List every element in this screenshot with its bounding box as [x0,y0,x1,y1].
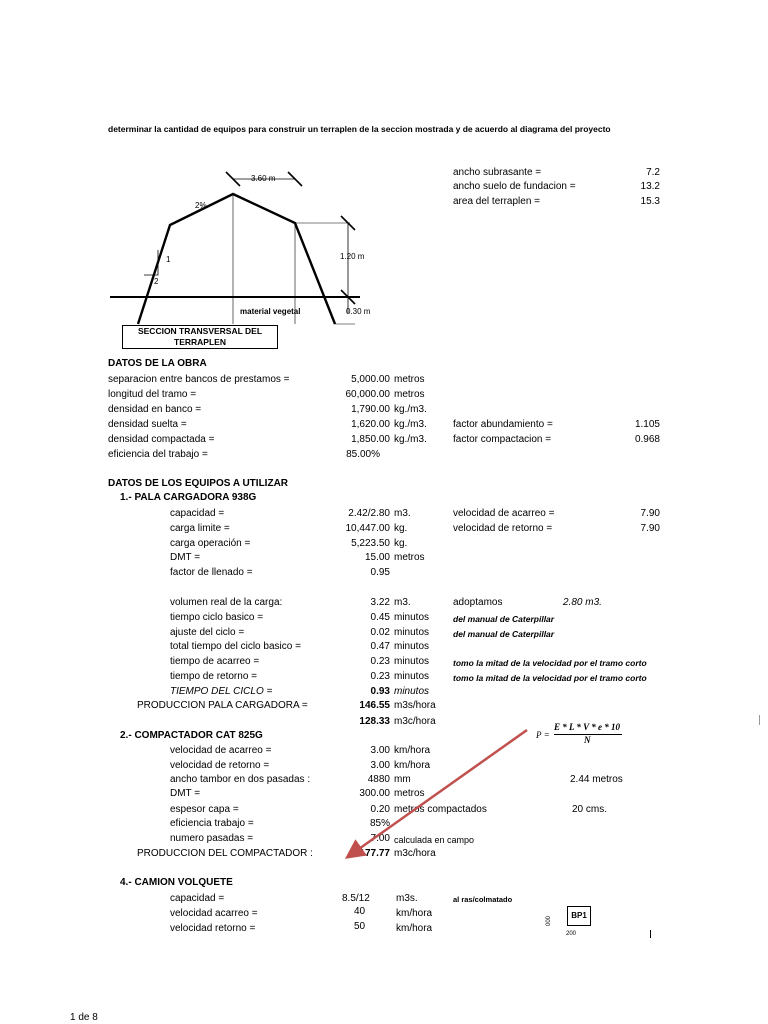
comp-unit-3: metros [394,788,425,799]
calc-unit-2: minutos [394,627,430,638]
compactador-heading: 2.- COMPACTADOR CAT 825G [120,730,263,741]
pala-value-2: 5,223.50 [351,538,390,549]
calc-label-5: tiempo de retorno = [170,671,257,682]
calc-note-5: tomo la mitad de la velocidad por el tramo corto [453,673,647,683]
dim-height-label: 1.20 m [340,252,365,261]
calc-value-2: 0.02 [370,627,390,638]
comp-label-2: ancho tambor en dos pasadas : [170,774,311,785]
factor-value-0: 1.105 [634,419,660,430]
factor-label-0: factor abundamiento = [453,419,553,430]
geo-value-1: 13.2 [640,181,660,192]
comp-side-1: 20 cms. [572,804,608,815]
slope-percent-label: 2% [195,201,207,210]
calc-value-3: 0.47 [370,641,390,652]
geo-value-2: 15.3 [640,196,660,207]
comp-value-4: 0.20 [370,804,390,815]
formula-lhs: P = [536,730,550,740]
camion-unit-2: km/hora [396,923,433,934]
pala-production-label: PRODUCCION PALA CARGADORA = [137,700,308,711]
pala-label-3: DMT = [170,552,201,563]
calc-note-1: del manual de Caterpillar [453,614,555,624]
obra-unit-3: kg./m3. [394,419,427,430]
comp-unit-4: metros compactados [394,804,487,815]
pala-label-4: factor de llenado = [170,567,253,578]
camion-value-0: 8.5/12 [342,893,370,904]
pala-value-0: 2.42/2.80 [348,508,390,519]
pala-label-1: carga limite = [170,523,230,534]
camion-unit-1: km/hora [396,908,433,919]
bp1-label: BP1 [571,911,587,920]
page-number: 1 de 8 [70,1012,98,1023]
dim-base-label: 0.30 m [346,307,371,316]
calc-note-4: tomo la mitad de la velocidad por el tramo corto [453,658,647,668]
pala-value-3: 15.00 [364,552,390,563]
calc-label-0: volumen real de la carga: [170,597,283,608]
obra-label-3: densidad suelta = [108,419,187,430]
pala-value-4: 0.95 [370,567,390,578]
pala-label-2: carga operación = [170,538,251,549]
comp-label-3: DMT = [170,788,201,799]
comp-side-0: 2.44 metros [570,774,623,785]
obra-heading: DATOS DE LA OBRA [108,358,207,369]
pala-production-1-unit: m3s/hora [394,700,436,711]
obra-unit-1: metros [394,389,425,400]
calc-unit-1: minutos [394,612,430,623]
comp-label-5: eficiencia trabajo = [170,818,254,829]
obra-unit-2: kg./m3. [394,404,427,415]
pala-side-label-1: velocidad de retorno = [453,523,553,534]
comp-unit-0: km/hora [394,745,431,756]
comp-production-label: PRODUCCION DEL COMPACTADOR : [137,848,313,859]
calc-note-2: del manual de Caterpillar [453,629,555,639]
calc-value-5: 0.23 [370,671,390,682]
obra-label-0: separacion entre bancos de prestamos = [108,374,290,385]
comp-value-3: 300.00 [359,788,390,799]
calc-label-4: tiempo de acarreo = [170,656,260,667]
calc-unit-6: minutos [394,686,430,697]
camion-heading: 4.- CAMION VOLQUETE [120,877,233,888]
obra-unit-0: metros [394,374,425,385]
comp-production: 177.77 [359,848,390,859]
calc-value-0: 3.22 [370,597,390,608]
comp-value-6: 7.00 [370,833,390,844]
comp-value-1: 3.00 [370,760,390,771]
obra-label-1: longitud del tramo = [108,389,197,400]
pala-value-1: 10,447.00 [345,523,390,534]
pala-production-1: 146.55 [359,700,390,711]
calc-unit-4: minutos [394,656,430,667]
pala-production-2-unit: m3c/hora [394,716,436,727]
camion-label-2: velocidad retorno = [170,923,256,934]
equipos-heading: DATOS DE LOS EQUIPOS A UTILIZAR [108,478,289,489]
geo-label-0: ancho subrasante = [453,167,542,178]
obra-unit-4: kg./m3. [394,434,427,445]
obra-value-4: 1,850.00 [351,434,390,445]
camion-unit-0: m3s. [396,893,418,904]
camion-label-0: capacidad = [170,893,225,904]
pala-unit-0: m3. [394,508,411,519]
comp-label-0: velocidad de acarreo = [170,745,272,756]
dim-top-label: 3.60 m [251,174,276,183]
calc-label-6: TIEMPO DEL CICLO = [170,686,273,697]
calc-unit-3: minutos [394,641,430,652]
pala-label-0: capacidad = [170,508,225,519]
calc-note-0: adoptamos [453,597,503,608]
geo-label-1: ancho suelo de fundacion = [453,181,576,192]
formula-denominator: N [584,735,591,745]
camion-value-1: 40 [354,906,366,917]
comp-value-2: 4880 [367,774,390,785]
camion-note-0: al ras/colmatado [453,895,513,904]
geo-label-2: area del terraplen = [453,196,541,207]
formula-numerator: E * L * V * e * 10 [554,722,621,732]
comp-unit-6: calculada en campo [394,835,475,845]
camion-value-2: 50 [354,921,366,932]
pala-side-value-1: 7.90 [640,523,660,534]
obra-label-5: eficiencia del trabajo = [108,449,208,460]
obra-value-2: 1,790.00 [351,404,390,415]
factor-value-1: 0.968 [634,434,660,445]
adopt-value: 2.80 m3. [563,597,602,608]
comp-unit-1: km/hora [394,760,431,771]
calc-value-4: 0.23 [370,656,390,667]
calc-unit-0: m3. [394,597,411,608]
comp-value-5: 85% [369,818,390,829]
comp-label-6: numero pasadas = [170,833,254,844]
pala-heading: 1.- PALA CARGADORA 938G [120,492,257,503]
calc-value-1: 0.45 [370,612,390,623]
calc-unit-5: minutos [394,671,430,682]
layer-label: material vegetal [240,307,301,316]
comp-label-4: espesor capa = [170,804,239,815]
obra-value-0: 5,000.00 [351,374,390,385]
fragment-side-label: 000 [546,915,552,926]
comp-label-1: velocidad de retorno = [170,760,270,771]
pala-side-value-0: 7.90 [640,508,660,519]
obra-label-2: densidad en banco = [108,404,202,415]
comp-production-unit: m3c/hora [394,848,436,859]
obra-label-4: densidad compactada = [108,434,215,445]
obra-value-3: 1,620.00 [351,419,390,430]
calc-label-1: tiempo ciclo basico = [170,612,264,623]
pala-unit-2: kg. [394,538,408,549]
page-title: determinar la cantidad de equipos para construir un terraplen de la seccion mostrada y de acuerdo al diagrama del proyecto [108,124,611,134]
pala-side-label-0: velocidad de acarreo = [453,508,555,519]
slope-h-label: 2 [154,277,159,286]
comp-value-0: 3.00 [370,745,390,756]
calc-value-6: 0.93 [370,686,390,697]
obra-value-5: 85.00% [346,449,380,460]
geo-value-0: 7.2 [646,167,660,178]
slope-v-label: 1 [166,255,171,264]
comp-unit-2: mm [394,774,411,785]
pala-unit-1: kg. [394,523,408,534]
fragment-sub-label: 200 [566,931,577,937]
pala-unit-3: metros [394,552,425,563]
factor-label-1: factor compactacion = [453,434,552,445]
camion-label-1: velocidad acarreo = [170,908,258,919]
section-caption: SECCION TRANSVERSAL DEL TERRAPLEN [137,326,263,347]
obra-value-1: 60,000.00 [345,389,390,400]
calc-label-3: total tiempo del ciclo basico = [170,641,301,652]
calc-label-2: ajuste del ciclo = [170,627,245,638]
pala-production-2: 128.33 [359,716,390,727]
